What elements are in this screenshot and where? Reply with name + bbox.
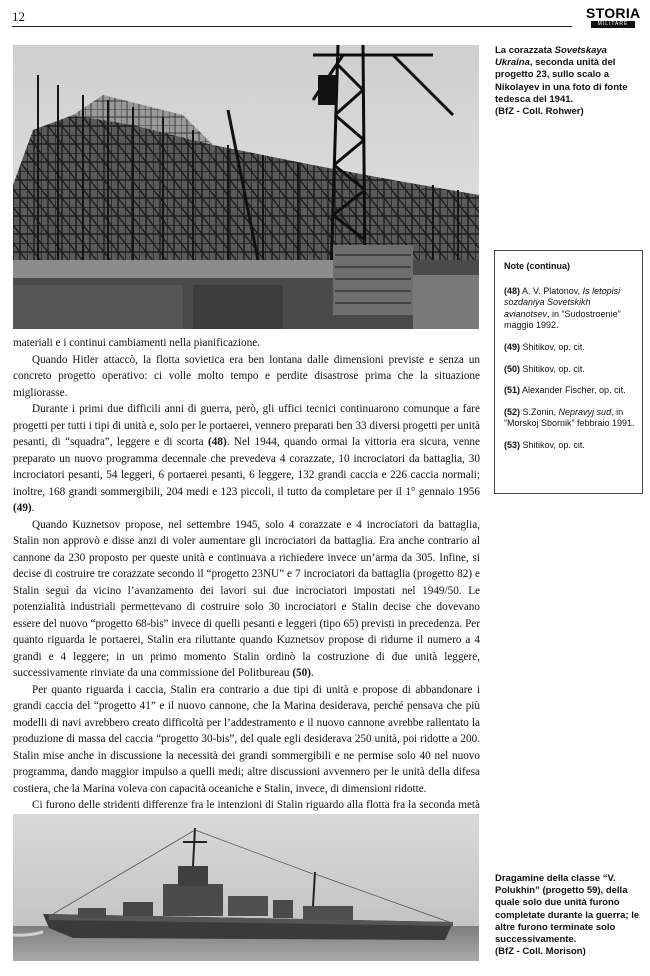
notes-box [494, 250, 643, 494]
note-number: (50) [504, 363, 521, 374]
body-paragraph: Ci furono delle stridenti differenze fra le intenzioni di Stalin riguardo alla flotta fra la seconda metà [32, 799, 480, 811]
article-body [13, 335, 480, 830]
note-number: (49) [504, 341, 521, 352]
note-number: (53) [504, 439, 521, 450]
top-photo-caption [495, 45, 640, 118]
body-text-run: . Nel 1944, quando ormai la vittoria era sicura, venne preparato un nuovo programma decennale che prevedeva 4 corazzate, 10 incrociatori da battaglia, 30 incrociatori pesanti, 54 leggeri, 6 portaerei pesanti, 6 leggere, 132 grandi caccia e 226 caccia normali; inoltre, 168 grandi sommergibili, 204 medi e 123 piccoli, il tutto da completare per il 1° gennaio 1956 [13, 436, 480, 498]
note-text: S.Zonin, [520, 406, 559, 417]
notes-title: Note (continua) [504, 261, 570, 271]
note-number: (51) [504, 385, 521, 396]
magazine-logo [586, 6, 640, 30]
note-text: A. V. Platonov, [520, 285, 583, 296]
logo-main-text: STORIA [586, 5, 641, 21]
top-caption-ship-name: Sovetskaya Ukraina [495, 45, 607, 69]
body-paragraph [13, 517, 480, 682]
body-text-run: . [310, 667, 314, 679]
body-paragraph [13, 401, 480, 517]
note-text: Shitikov, op. cit. [520, 341, 585, 352]
bottom-caption-credit: (BfZ - Coll. Morison) [495, 946, 586, 958]
note-text: Shitikov, op. cit. [520, 363, 585, 374]
body-text-run: Durante i primi due difficili anni di guerra, però, gli uffici tecnici continuarono comunque a fare progetti per tutti i tipi di unità e, solo per le portaerei, vennero preparati ben 33 diversi progetti per unità pesanti, di “squadra”, leggere e di scorta [13, 403, 480, 448]
battleship-slipway-photo [13, 45, 479, 329]
note-number: (48) [504, 285, 521, 296]
note-text: Shitikov, op. cit. [520, 439, 585, 450]
top-caption-credit: (BfZ - Coll. Rohwer) [495, 106, 584, 118]
note-item [504, 385, 636, 397]
note-item [504, 342, 636, 354]
note-text-end: , in “Sudostroenie” maggio 1992. [504, 308, 621, 331]
body-paragraph: Per quanto riguarda i caccia, Stalin era contrario a due tipi di unità e propose di abbandonare i grandi caccia del “progetto 41” e il nuovo cannone, che la Marina desiderava, perché pensava che più modelli di navi avrebbero creato difficoltà per l’addestramento e il nuovo cannone avrebbe rallentato la produzione di massa del caccia “progetto 30-bis”, del quale egli desiderava 250 unità, poi ridotte a 200. Stalin mise anche in discussione la necessità dei grandi sommergibili e ne permise solo 40 nel nuovo programma, dando maggior impulso a quelli medi; altre discussioni avvennero per le unità della difesa costiera, che la Marina voleva con capacità oceaniche e Stalin, invece, di dimensioni ridotte. [13, 683, 480, 795]
note-text: Alexander Fischer, op. cit. [520, 385, 626, 396]
minesweeper-image [13, 814, 479, 961]
top-caption-text-1: La corazzata [495, 45, 555, 56]
footnote-ref: (50) [292, 667, 311, 679]
bottom-photo-caption [495, 873, 643, 958]
body-text-run: . [31, 502, 35, 514]
body-text-run: Quando Kuznetsov propose, nel settembre 1945, solo 4 corazzate e 4 incrociatori da battaglia, Stalin non approvò e disse anzi di voler aumentare gli incrociatori da battaglia. Era anche contrario al cannone da 230 proposto per queste unità e continuava a richiedere invece un’arma da 305. Infine, si decise di costruire tre corazzate secondo il “progetto 23NU” e 7 incrociatori da battaglia (progetto 82) e Stalin seguì da vicino l’avanzamento dei lavori sui due incrociatori impostati nel 1949/50. Le potenzialità industriali permettevano di costruire solo 30 incrociatori e Stalin decise che dovevano essere del nuovo “progetto 68-bis” invece di quelli pesanti e leggeri (tipo 65) previsti in precedenza. Per quanto riguarda le portaerei, Stalin era riluttante quando Kuznetsov propose di ridurne il numero a 4 grandi e 4 leggere; in un primo momento Stalin ordinò la costruzione di due unità leggere, successivamente rinviate da una commissione del Politbureau [13, 518, 480, 679]
header-rule [12, 26, 572, 27]
top-caption-text-2: , seconda unità del progetto 23, sullo scalo a Nikolayev in una foto di fonte tedesca del 1941. [495, 57, 628, 105]
footnote-ref: (49) [13, 502, 32, 514]
note-number: (52) [504, 406, 521, 417]
note-item [504, 364, 636, 376]
body-paragraph: Quando Hitler attaccò, la flotta sovietica era ben lontana dalle dimensioni previste e senza un concreto progetto operativo: ci volle molto tempo e perdite disastrose prima che la situazione migliorasse. [13, 353, 480, 399]
page-number: 12 [12, 9, 25, 24]
note-italic-title: Is letopisi sozdaniya Sovetskikh avianotsev [504, 285, 621, 319]
body-paragraph: materiali e i continui cambiamenti nella pianificazione. [13, 337, 260, 349]
bottom-caption-text: Dragamine della classe “V. Polukhin” (progetto 59), della quale solo due unità furono completate durante la guerra; le altre furono terminate solo successivamente. [495, 873, 640, 946]
footnote-ref: (48) [208, 436, 227, 448]
note-text-end: , in “Morskoj Sbornik” febbraio 1991. [504, 406, 635, 429]
minesweeper-photo [13, 814, 479, 961]
logo-sub-text: MILITARE [591, 21, 635, 28]
note-item [504, 286, 636, 332]
note-italic-title: Nepravyj sud [558, 406, 612, 417]
note-item [504, 440, 636, 452]
note-item [504, 407, 636, 430]
battleship-slipway-image [13, 45, 479, 329]
